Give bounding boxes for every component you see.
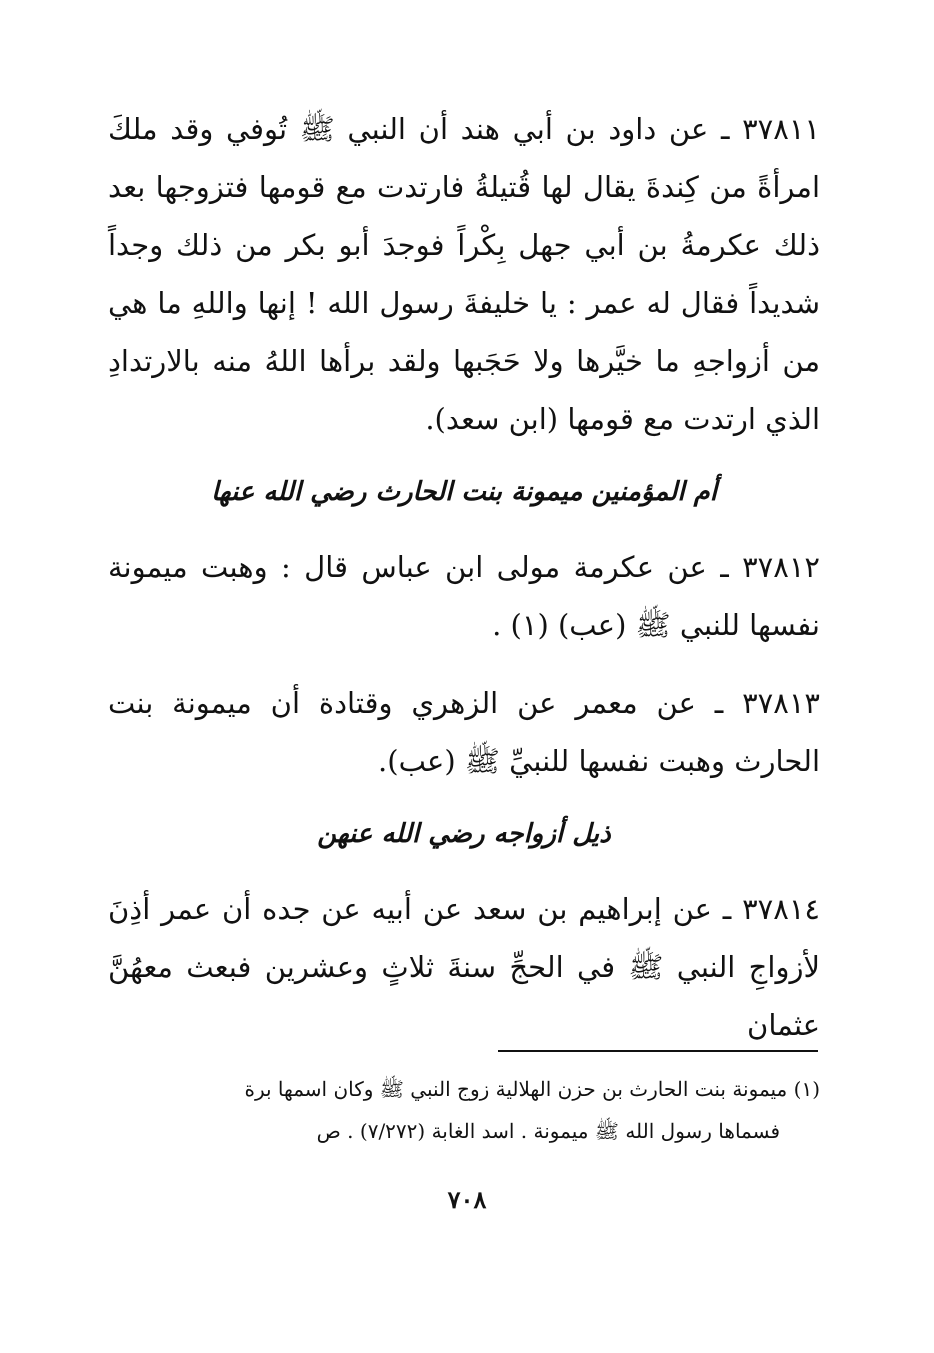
footnote-line-1: (١) ميمونة بنت الحارث بن حزن الهلالية زوج النبي ﷺ وكان اسمها برة: [244, 1077, 820, 1101]
page-body: [108, 100, 820, 1054]
hadith-37811: ٣٧٨١١ ـ عن داود بن أبي هند أن النبي ﷺ تُوفي وقد ملكَ امرأةً من كِندةَ يقال لها قُتيلةُ فارتدت مع قومها فتزوجها بعد ذلك عكرمةُ بن أبي جهل بِكْراً فوجدَ أبو بكر من ذلك وجداً شديداً فقال له عمر : يا خليفةَ رسول الله ! إنها واللهِ ما هي من أزواجهِ ما خيَّرها ولا حَجَبها ولقد برأها اللهُ منه بالارتدادِ الذي ارتدت مع قومها (ابن سعد).: [108, 112, 820, 436]
hadith-37812: ٣٧٨١٢ ـ عن عكرمة مولى ابن عباس قال : وهبت ميمونة نفسها للنبي ﷺ (عب) (١) .: [108, 550, 820, 642]
footnote-line-2: فسماها رسول الله ﷺ ميمونة . اسد الغابة (٧/٢٧٢) . ص: [316, 1119, 780, 1143]
footnote-divider: [498, 1050, 818, 1052]
section-heading-maymuna: أم المؤمنين ميمونة بنت الحارث رضي الله عنها: [211, 477, 717, 507]
hadith-37813: ٣٧٨١٣ ـ عن معمر عن الزهري وقتادة أن ميمونة بنت الحارث وهبت نفسها للنبيِّ ﷺ (عب).: [108, 686, 820, 778]
hadith-37814: ٣٧٨١٤ ـ عن إبراهيم بن سعد عن أبيه عن جده أن عمر أذِنَ لأزواجِ النبي ﷺ في الحجِّ سنةَ ثلاثٍ وعشرين فبعث معهُنَّ عثمان: [108, 892, 820, 1042]
section-heading-wives-appendix: ذيل أزواجه رضي الله عنهن: [317, 819, 611, 849]
page-number: ٧٠٨: [447, 1185, 487, 1214]
footnotes: [108, 1068, 820, 1152]
paragraph-gap: [108, 654, 820, 674]
